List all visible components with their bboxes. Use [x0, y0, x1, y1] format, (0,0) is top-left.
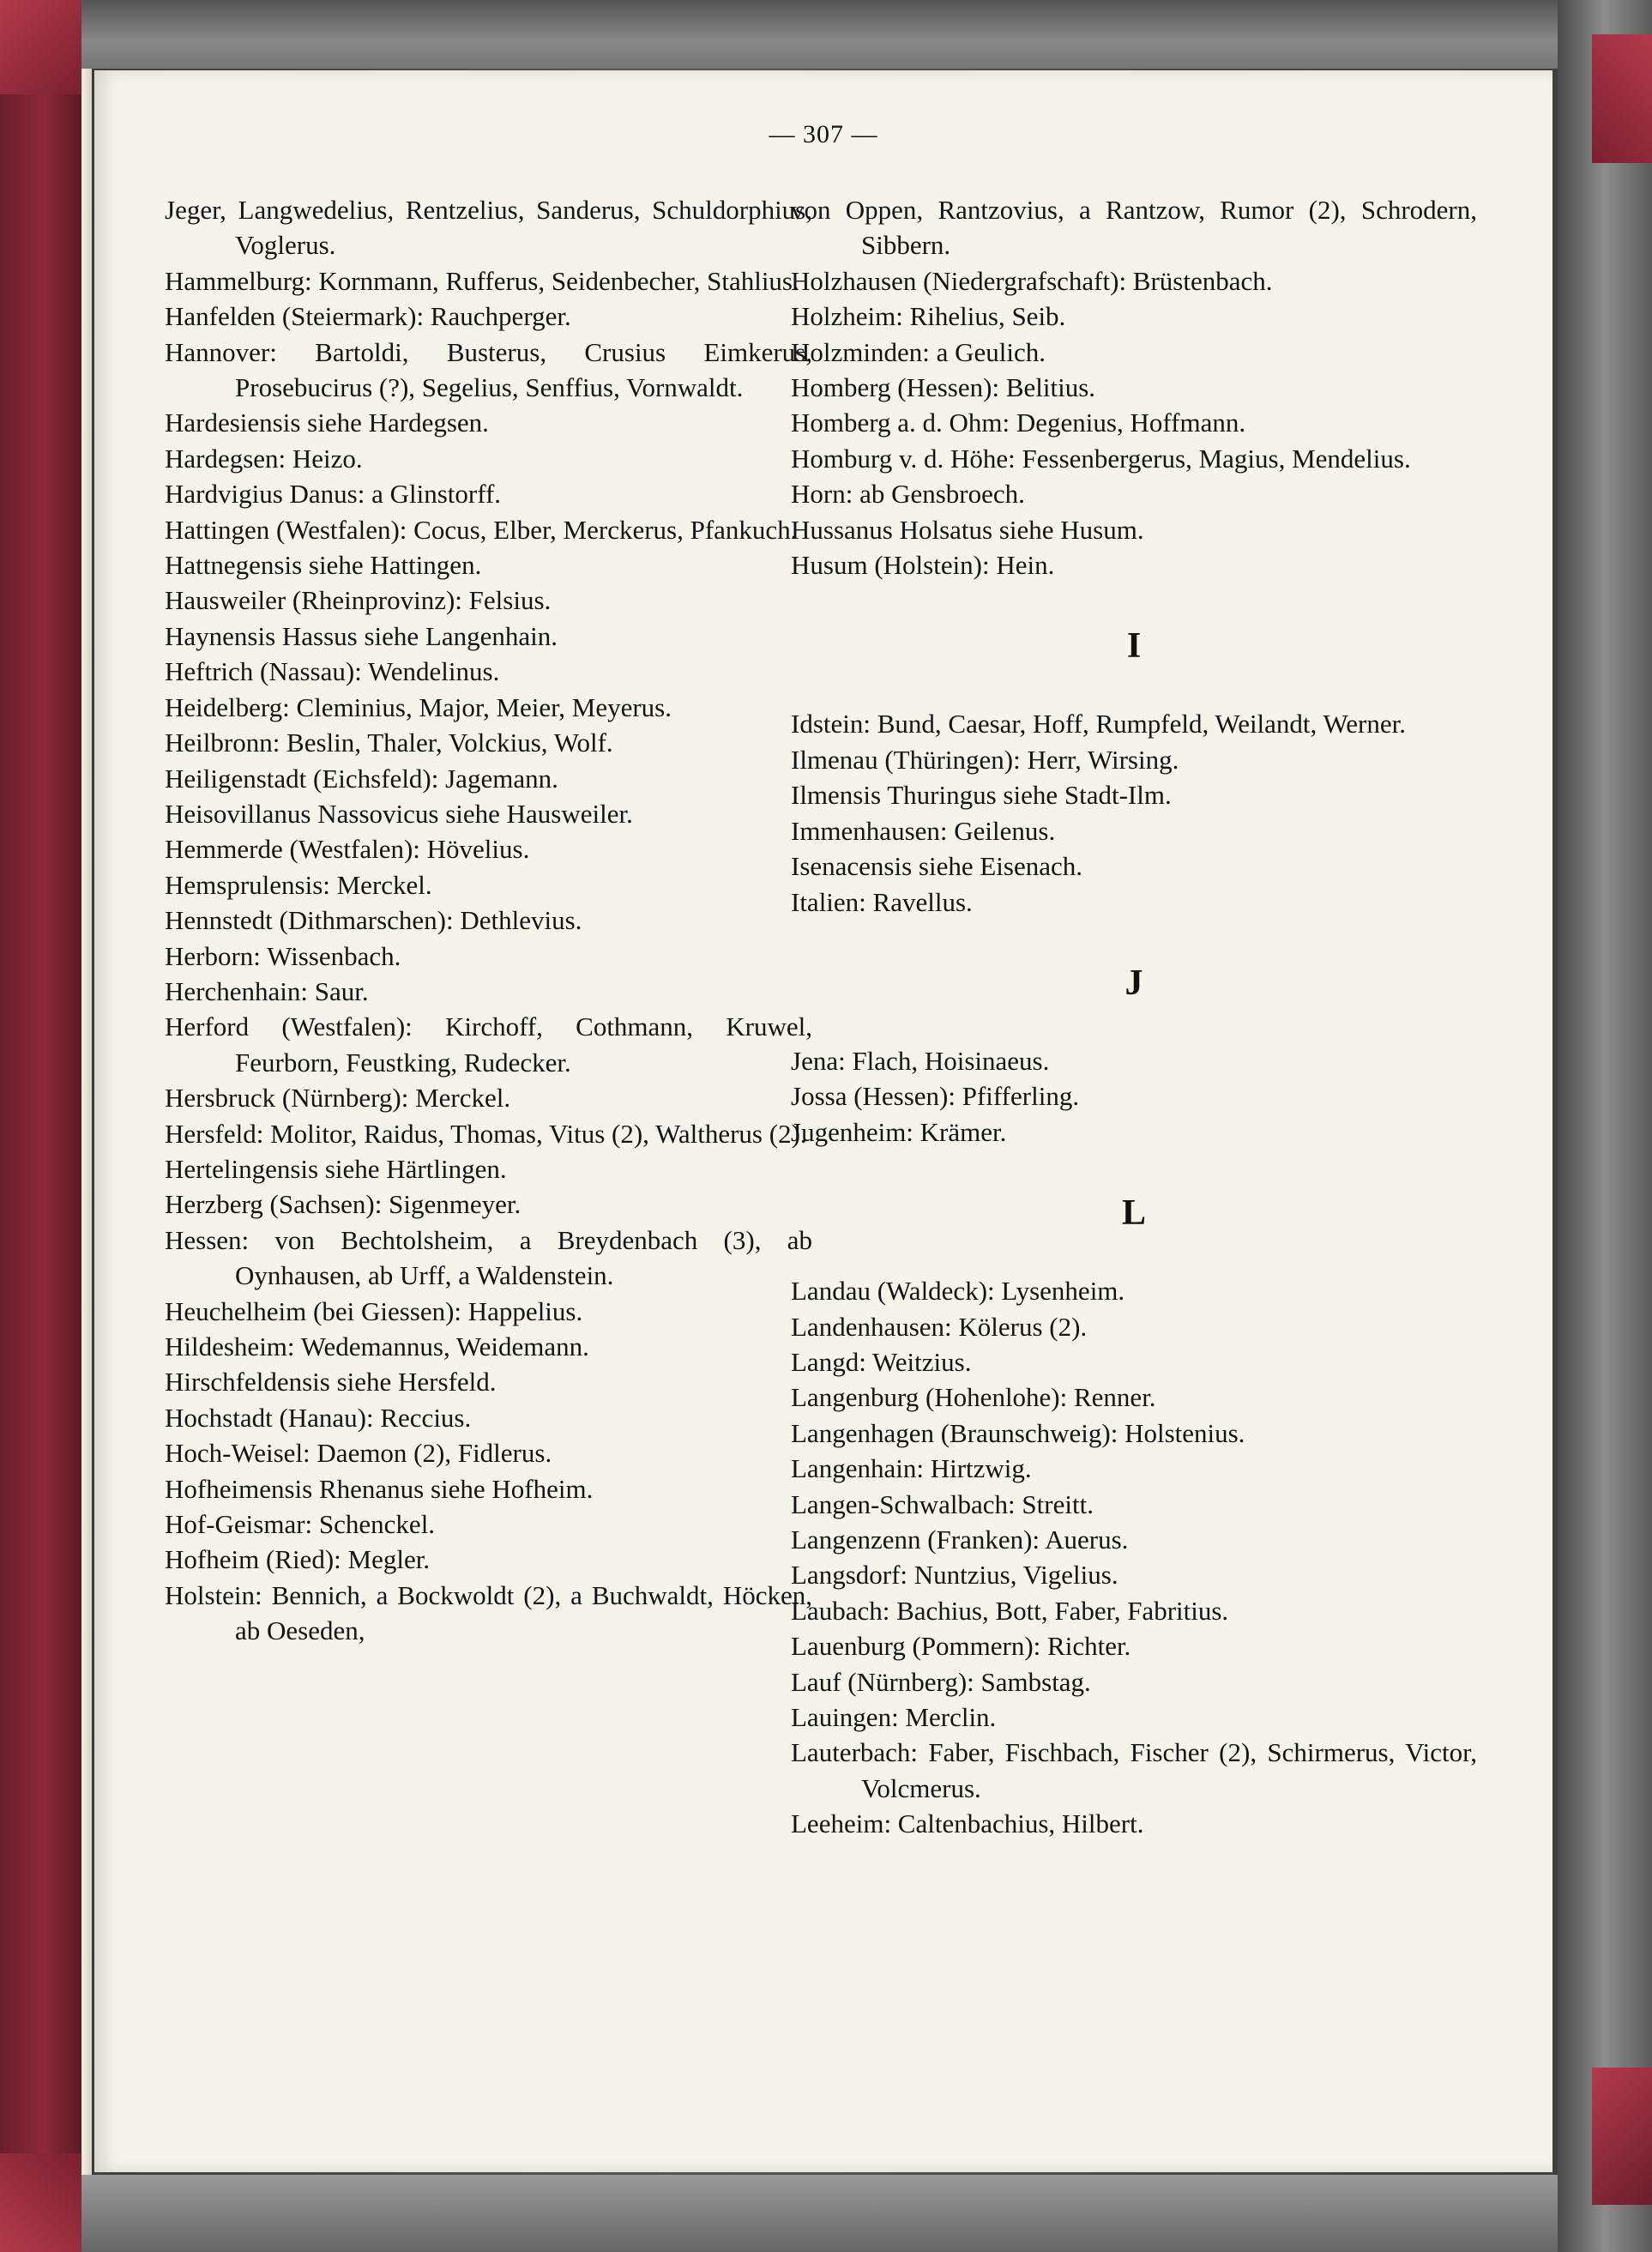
index-entry: Langenhain: Hirtzwig. [791, 1453, 1032, 1484]
index-entry: Haynensis Hassus siehe Langenhain. [165, 620, 558, 651]
index-entry: Hersfeld: Molitor, Raidus, Thomas, Vitus (2), Waltherus (2). [165, 1118, 807, 1149]
index-entry: Husum (Holstein): Hein. [791, 550, 1055, 581]
facing-page-edge [81, 69, 93, 2175]
index-entry: Hemmerde (Westfalen): Hövelius. [165, 834, 530, 865]
index-entry: Heiligenstadt (Eichsfeld): Jagemann. [165, 763, 558, 794]
index-entry: Langenburg (Hohenlohe): Renner. [791, 1382, 1156, 1413]
page-number: — 307 — [769, 120, 878, 148]
index-entry: Jeger, Langwedelius, Rentzelius, Sanderus, Schuldorphius, Voglerus. [165, 195, 812, 261]
scanner-strip-bottom [81, 2175, 1558, 2252]
index-entry: Hardesiensis siehe Hardegsen. [165, 408, 489, 438]
left-column [165, 192, 812, 1649]
letter-heading-j: J [1124, 963, 1143, 1003]
letter-heading-l: L [1121, 1193, 1146, 1234]
cover-corner-bottom-right [1592, 2068, 1652, 2205]
index-entry: Landenhausen: Kölerus (2). [791, 1311, 1088, 1342]
index-entry: Heuchelheim (bei Giessen): Happelius. [165, 1295, 583, 1326]
index-entry: Laubach: Bachius, Bott, Faber, Fabritius. [791, 1595, 1229, 1626]
book-page [94, 70, 1553, 2172]
right-entries-h [791, 192, 1477, 583]
right-entries-l [791, 1273, 1477, 1842]
index-entry: Hussanus Holsatus siehe Husum. [791, 514, 1144, 545]
right-column [791, 192, 1477, 1842]
index-entry: Hofheim (Ried): Megler. [165, 1544, 431, 1575]
cover-corner-bottom-left [0, 2153, 81, 2252]
index-entry: Ilmenau (Thüringen): Herr, Wirsing. [791, 744, 1179, 775]
index-entry: von Oppen, Rantzovius, a Rantzow, Rumor (2), Schrodern, Sibbern. [791, 195, 1477, 261]
index-entry: Hofheimensis Rhenanus siehe Hofheim. [165, 1473, 594, 1504]
cover-corner-top-left [0, 0, 81, 94]
index-entry: Hildesheim: Wedemannus, Weidemann. [165, 1331, 589, 1361]
cover-corner-top-right [1592, 34, 1652, 163]
index-entry: Holzhausen (Niedergrafschaft): Brüstenbach. [791, 265, 1273, 296]
index-entry: Langenzenn (Franken): Auerus. [791, 1524, 1129, 1555]
index-entry: Hausweiler (Rheinprovinz): Felsius. [165, 585, 552, 616]
index-entry: Herborn: Wissenbach. [165, 940, 401, 971]
index-entry: Italien: Ravellus. [791, 886, 973, 917]
index-entry: Idstein: Bund, Caesar, Hoff, Rumpfeld, Weilandt, Werner. [791, 709, 1406, 740]
index-entry: Lauterbach: Faber, Fischbach, Fischer (2), Schirmerus, Victor, Volcmerus. [791, 1737, 1477, 1803]
index-entry: Herchenhain: Saur. [165, 975, 369, 1006]
book-cover-left [0, 0, 81, 2252]
right-entries-i [791, 706, 1477, 919]
index-entry: Jugenheim: Krämer. [791, 1116, 1007, 1147]
index-entry: Herzberg (Sachsen): Sigenmeyer. [165, 1189, 522, 1220]
index-entry: Jena: Flach, Hoisinaeus. [791, 1045, 1050, 1076]
index-entry: Heftrich (Nassau): Wendelinus. [165, 656, 500, 687]
index-entry: Homberg (Hessen): Belitius. [791, 372, 1096, 403]
index-entry: Hardvigius Danus: a Glinstorff. [165, 479, 502, 510]
index-entry: Hertelingensis siehe Härtlingen. [165, 1153, 507, 1184]
index-entry: Lauingen: Merclin. [791, 1702, 997, 1732]
index-entry: Hannover: Bartoldi, Busterus, Crusius Eimkerus, Prosebucirus (?), Segelius, Senffius, Vornwaldt. [165, 336, 812, 403]
index-entry: Hardegsen: Heizo. [165, 443, 363, 474]
right-entries-j [791, 1043, 1477, 1150]
index-entry: Jossa (Hessen): Pfifferling. [791, 1081, 1080, 1112]
index-entry: Homberg a. d. Ohm: Degenius, Hoffmann. [791, 408, 1246, 438]
index-entry: Landau (Waldeck): Lysenheim. [791, 1276, 1125, 1307]
index-entry: Hattnegensis siehe Hattingen. [165, 550, 482, 581]
index-entry: Langd: Weitzius. [791, 1346, 972, 1377]
letter-heading-i: I [1126, 626, 1142, 667]
index-entry: Heilbronn: Beslin, Thaler, Volckius, Wolf. [165, 728, 613, 758]
index-entry: Hersbruck (Nürnberg): Merckel. [165, 1083, 511, 1114]
index-entry: Herford (Westfalen): Kirchoff, Cothmann, Kruwel, Feurborn, Feustking, Rudecker. [165, 1011, 812, 1078]
index-entry: Leeheim: Caltenbachius, Hilbert. [791, 1808, 1144, 1839]
index-entry: Hennstedt (Dithmarschen): Dethlevius. [165, 905, 582, 936]
index-entry: Hemsprulensis: Merckel. [165, 869, 432, 900]
index-entry: Hessen: von Bechtolsheim, a Breydenbach (3), ab Oynhausen, ab Urff, a Waldenstein. [165, 1224, 812, 1291]
index-entry: Lauf (Nürnberg): Sambstag. [791, 1666, 1091, 1697]
index-entry: Langsdorf: Nuntzius, Vigelius. [791, 1560, 1118, 1591]
index-entry: Langenhagen (Braunschweig): Holstenius. [791, 1417, 1245, 1448]
index-entry: Lauenburg (Pommern): Richter. [791, 1631, 1131, 1662]
index-entry: Holzminden: a Geulich. [791, 336, 1046, 367]
index-entry: Hochstadt (Hanau): Reccius. [165, 1402, 472, 1433]
index-entry: Homburg v. d. Höhe: Fessenbergerus, Magius, Mendelius. [791, 443, 1411, 474]
index-entry: Hattingen (Westfalen): Cocus, Elber, Merckerus, Pfankuch. [165, 514, 798, 545]
index-entry: Langen-Schwalbach: Streitt. [791, 1488, 1094, 1519]
index-entry: Heisovillanus Nassovicus siehe Hausweiler. [165, 798, 633, 829]
index-entry: Hanfelden (Steiermark): Rauchperger. [165, 301, 571, 332]
index-entry: Hammelburg: Kornmann, Rufferus, Seidenbecher, Stahlius. [165, 265, 799, 296]
index-entry: Hoch-Weisel: Daemon (2), Fidlerus. [165, 1438, 552, 1469]
book-cover-right [1558, 0, 1652, 2252]
index-entry: Ilmensis Thuringus siehe Stadt-Ilm. [791, 780, 1172, 811]
index-entry: Heidelberg: Cleminius, Major, Meier, Meyerus. [165, 691, 672, 722]
index-entry: Holzheim: Rihelius, Seib. [791, 301, 1066, 332]
index-entry: Horn: ab Gensbroech. [791, 479, 1025, 510]
index-entry: Holstein: Bennich, a Bockwoldt (2), a Buchwaldt, Höcken, ab Oeseden, [165, 1579, 812, 1646]
index-entry: Hof-Geismar: Schenckel. [165, 1509, 436, 1540]
scanner-strip-top [81, 0, 1558, 69]
index-entry: Immenhausen: Geilenus. [791, 815, 1056, 846]
index-entry: Hirschfeldensis siehe Hersfeld. [165, 1367, 497, 1398]
index-entry: Isenacensis siehe Eisenach. [791, 851, 1083, 882]
